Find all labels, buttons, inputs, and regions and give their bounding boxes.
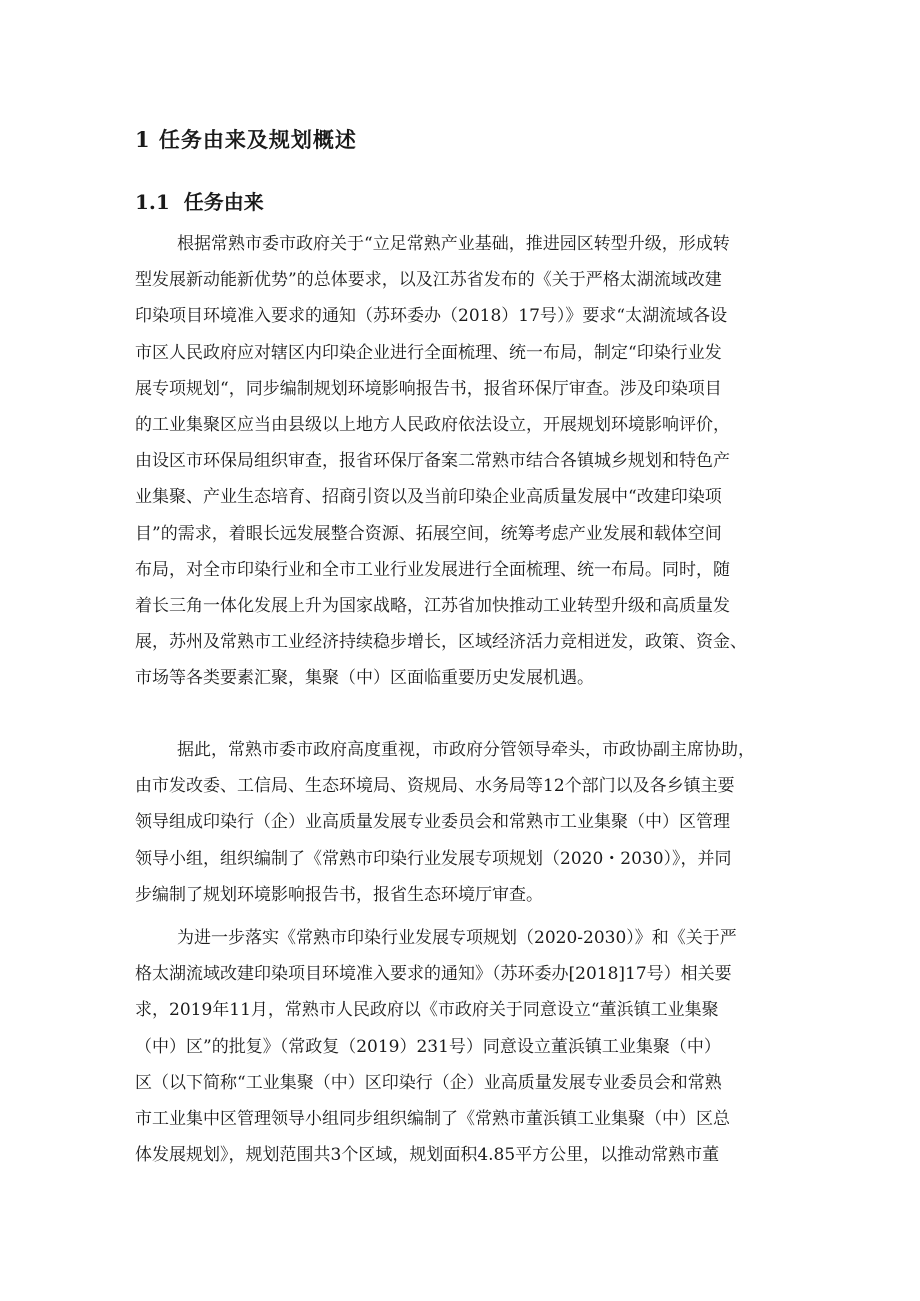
paragraph-line: 市工业集中区管理领导小组同步组织编制了《常熟市董浜镇工业集聚（中）区总 (135, 1109, 730, 1130)
paragraph-line: （中）区”的批复》（常政复（2019）231号）同意设立董浜镇工业集聚（中） (135, 1036, 721, 1057)
paragraph-3 (135, 920, 795, 1173)
section-heading-1: 1 任务由来及规划概述 (135, 127, 357, 152)
section-heading-1-1 (135, 186, 264, 215)
paragraph-line: 求，2019年11月，常熟市人民政府以《市政府关于同意设立“董浜镇工业集聚 (135, 1000, 719, 1021)
paragraph-line: 根据常熟市委市政府关于“立足常熟产业基础，推进园区转型升级，形成转 (177, 234, 730, 254)
paragraph-line: 步编制了规划环境影响报告书，报省生态环境厅审查。 (135, 884, 543, 905)
paragraph-line: 领导小组，组织编制了《常熟市印染行业发展专项规划（2020・2030）》，并同 (135, 848, 732, 869)
paragraph-line: 市区人民政府应对辖区内印染企业进行全面梳理、统一布局，制定“印染行业发 (135, 342, 722, 363)
paragraph-line: 印染项目环境准入要求的通知（苏环委办（2018）17号）》要求“太湖流域各设 (135, 306, 728, 327)
paragraph-line: 体发展规划》，规划范围共3个区域，规划面积4.85平方公里，以推动常熟市董 (135, 1145, 720, 1166)
paragraph-1 (135, 226, 795, 697)
paragraph-line: 目”的需求，着眼长远发展整合资源、拓展空间，统筹考虑产业发展和载体空间 (135, 523, 722, 544)
paragraph-line: 格太湖流域改建印染项目环境准入要求的通知》（苏环委办[2018]17号）相关要 (135, 964, 732, 985)
paragraph-line: 展专项规划“，同步编制规划环境影响报告书，报省环保厅审查。涉及印染项目 (135, 378, 722, 399)
paragraph-line: 由市发改委、工信局、生态环境局、资规局、水务局等12个部门以及各乡镇主要 (135, 776, 735, 797)
heading-number: 1.1 (135, 190, 170, 214)
paragraph-line: 展，苏州及常熟市工业经济持续稳步增长，区域经济活力竞相迸发，政策、资金、 (135, 632, 747, 653)
paragraph-line: 为进一步落实《常熟市印染行业发展专项规划（2020-2030）》和《关于严 (177, 928, 737, 948)
paragraph-2 (135, 732, 795, 913)
paragraph-line: 的工业集聚区应当由县级以上地方人民政府依法设立，开展规划环境影响评价， (135, 415, 730, 436)
paragraph-line: 市场等各类要素汇聚，集聚（中）区面临重要历史发展机遇。 (135, 668, 594, 689)
paragraph-line: 领导组成印染行（企）业高质量发展专业委员会和常熟市工业集聚（中）区管理 (135, 812, 730, 833)
paragraph-line: 区（以下简称“工业集聚（中）区印染行（企）业高质量发展专业委员会和常熟 (135, 1072, 722, 1093)
paragraph-line: 业集聚、产业生态培育、招商引资以及当前印染企业高质量发展中“改建印染项 (135, 487, 722, 508)
paragraph-line: 着长三角一体化发展上升为国家战略，江苏省加快推动工业转型升级和高质量发 (135, 596, 730, 617)
paragraph-line: 由设区市环保局组织审查，报省环保厅备案二常熟市结合各镇城乡规划和特色产 (135, 451, 730, 472)
paragraph-line: 据此，常熟市委市政府高度重视，市政府分管领导牵头，市政协副主席协助， (177, 740, 755, 760)
paragraph-line: 型发展新动能新优势”的总体要求，以及江苏省发布的《关于严格太湖流域改建 (135, 270, 722, 291)
heading-title: 任务由来 (183, 190, 264, 214)
paragraph-line: 布局，对全市印染行业和全市工业行业发展进行全面梳理、统一布局。同时，随 (135, 559, 730, 580)
